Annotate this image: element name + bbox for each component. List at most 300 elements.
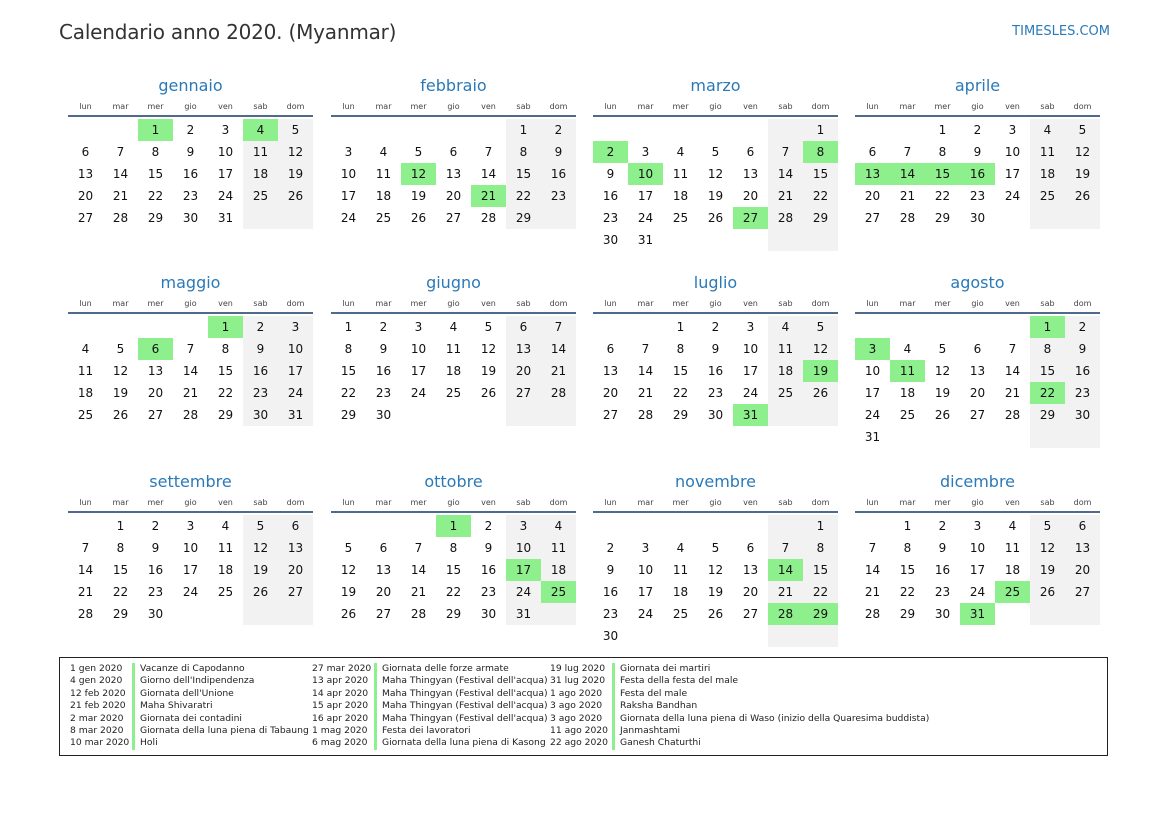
holiday-day[interactable]: 31 <box>733 404 768 426</box>
day-cell[interactable]: 6 <box>1065 515 1100 537</box>
day-cell[interactable]: 9 <box>606 167 615 181</box>
day-cell[interactable]: 16 <box>1065 360 1100 382</box>
day-cell[interactable]: 4 <box>1008 519 1017 533</box>
day-cell[interactable]: 12 <box>707 563 724 577</box>
day-cell[interactable]: 29 <box>147 211 164 225</box>
day-cell[interactable]: 4 <box>676 541 685 555</box>
day-cell[interactable]: 13 <box>278 537 313 559</box>
day-cell[interactable]: 16 <box>480 563 497 577</box>
day-cell[interactable]: 2 <box>1065 316 1100 338</box>
day-cell[interactable]: 15 <box>147 167 164 181</box>
day-cell[interactable]: 13 <box>506 338 541 360</box>
holiday-day[interactable]: 4 <box>243 119 278 141</box>
day-cell[interactable]: 11 <box>672 563 689 577</box>
day-cell[interactable]: 3 <box>746 320 755 334</box>
day-cell[interactable]: 15 <box>672 364 689 378</box>
day-cell[interactable]: 6 <box>81 145 90 159</box>
day-cell[interactable]: 14 <box>864 563 881 577</box>
day-cell[interactable]: 28 <box>1004 408 1021 422</box>
day-cell[interactable]: 16 <box>602 189 619 203</box>
holiday-day[interactable]: 12 <box>401 163 436 185</box>
day-cell[interactable]: 9 <box>1065 338 1100 360</box>
day-cell[interactable]: 7 <box>768 141 803 163</box>
day-cell[interactable]: 12 <box>803 338 838 360</box>
day-cell[interactable]: 29 <box>1030 404 1065 426</box>
day-cell[interactable]: 25 <box>445 386 462 400</box>
day-cell[interactable]: 20 <box>147 386 164 400</box>
day-cell[interactable]: 31 <box>278 404 313 426</box>
day-cell[interactable]: 18 <box>77 386 94 400</box>
day-cell[interactable]: 25 <box>375 211 392 225</box>
day-cell[interactable]: 22 <box>803 185 838 207</box>
holiday-day[interactable]: 28 <box>768 603 803 625</box>
day-cell[interactable]: 4 <box>221 519 230 533</box>
day-cell[interactable]: 22 <box>672 386 689 400</box>
day-cell[interactable]: 3 <box>414 320 423 334</box>
day-cell[interactable]: 23 <box>602 211 619 225</box>
day-cell[interactable]: 7 <box>116 145 125 159</box>
holiday-day[interactable]: 27 <box>733 207 768 229</box>
day-cell[interactable]: 10 <box>637 563 654 577</box>
day-cell[interactable]: 22 <box>445 585 462 599</box>
day-cell[interactable]: 14 <box>182 364 199 378</box>
day-cell[interactable]: 20 <box>1065 559 1100 581</box>
day-cell[interactable]: 24 <box>1004 189 1021 203</box>
day-cell[interactable]: 11 <box>243 141 278 163</box>
day-cell[interactable]: 12 <box>112 364 129 378</box>
day-cell[interactable]: 26 <box>243 581 278 603</box>
day-cell[interactable]: 23 <box>147 585 164 599</box>
day-cell[interactable]: 21 <box>768 185 803 207</box>
day-cell[interactable]: 3 <box>506 515 541 537</box>
holiday-day[interactable]: 25 <box>541 581 576 603</box>
day-cell[interactable]: 28 <box>410 607 427 621</box>
day-cell[interactable]: 11 <box>375 167 392 181</box>
day-cell[interactable]: 17 <box>637 189 654 203</box>
day-cell[interactable]: 10 <box>182 541 199 555</box>
day-cell[interactable]: 5 <box>1065 119 1100 141</box>
holiday-day[interactable]: 31 <box>960 603 995 625</box>
day-cell[interactable]: 23 <box>602 607 619 621</box>
day-cell[interactable]: 31 <box>637 233 654 247</box>
day-cell[interactable]: 28 <box>899 211 916 225</box>
day-cell[interactable]: 20 <box>742 585 759 599</box>
day-cell[interactable]: 18 <box>672 585 689 599</box>
day-cell[interactable]: 15 <box>445 563 462 577</box>
day-cell[interactable]: 23 <box>243 382 278 404</box>
day-cell[interactable]: 6 <box>606 342 615 356</box>
day-cell[interactable]: 28 <box>768 207 803 229</box>
day-cell[interactable]: 5 <box>711 541 720 555</box>
day-cell[interactable]: 3 <box>221 123 230 137</box>
day-cell[interactable]: 28 <box>77 607 94 621</box>
day-cell[interactable]: 12 <box>480 342 497 356</box>
day-cell[interactable]: 25 <box>899 408 916 422</box>
day-cell[interactable]: 22 <box>803 581 838 603</box>
day-cell[interactable]: 25 <box>768 382 803 404</box>
day-cell[interactable]: 5 <box>711 145 720 159</box>
day-cell[interactable]: 15 <box>217 364 234 378</box>
day-cell[interactable]: 18 <box>1030 163 1065 185</box>
day-cell[interactable]: 12 <box>340 563 357 577</box>
day-cell[interactable]: 22 <box>506 185 541 207</box>
day-cell[interactable]: 10 <box>1004 145 1021 159</box>
day-cell[interactable]: 12 <box>1030 537 1065 559</box>
day-cell[interactable]: 23 <box>1065 382 1100 404</box>
day-cell[interactable]: 15 <box>803 163 838 185</box>
day-cell[interactable]: 30 <box>602 629 619 643</box>
day-cell[interactable]: 18 <box>243 163 278 185</box>
day-cell[interactable]: 28 <box>480 211 497 225</box>
day-cell[interactable]: 19 <box>934 386 951 400</box>
day-cell[interactable]: 10 <box>969 541 986 555</box>
day-cell[interactable]: 29 <box>672 408 689 422</box>
day-cell[interactable]: 24 <box>969 585 986 599</box>
day-cell[interactable]: 17 <box>969 563 986 577</box>
day-cell[interactable]: 10 <box>742 342 759 356</box>
day-cell[interactable]: 4 <box>81 342 90 356</box>
day-cell[interactable]: 11 <box>445 342 462 356</box>
holiday-day[interactable]: 13 <box>855 163 890 185</box>
day-cell[interactable]: 26 <box>410 211 427 225</box>
day-cell[interactable]: 26 <box>707 211 724 225</box>
day-cell[interactable]: 3 <box>641 145 650 159</box>
day-cell[interactable]: 10 <box>506 537 541 559</box>
day-cell[interactable]: 2 <box>606 541 615 555</box>
day-cell[interactable]: 17 <box>217 167 234 181</box>
day-cell[interactable]: 2 <box>973 123 982 137</box>
holiday-day[interactable]: 21 <box>471 185 506 207</box>
holiday-day[interactable]: 25 <box>995 581 1030 603</box>
day-cell[interactable]: 30 <box>147 607 164 621</box>
day-cell[interactable]: 7 <box>768 537 803 559</box>
day-cell[interactable]: 6 <box>746 541 755 555</box>
day-cell[interactable]: 21 <box>541 360 576 382</box>
day-cell[interactable]: 5 <box>243 515 278 537</box>
day-cell[interactable]: 29 <box>217 408 234 422</box>
day-cell[interactable]: 9 <box>151 541 160 555</box>
day-cell[interactable]: 24 <box>278 382 313 404</box>
day-cell[interactable]: 7 <box>484 145 493 159</box>
day-cell[interactable]: 26 <box>112 408 129 422</box>
day-cell[interactable]: 6 <box>868 145 877 159</box>
day-cell[interactable]: 13 <box>602 364 619 378</box>
day-cell[interactable]: 24 <box>410 386 427 400</box>
day-cell[interactable]: 18 <box>375 189 392 203</box>
day-cell[interactable]: 25 <box>672 607 689 621</box>
day-cell[interactable]: 27 <box>445 211 462 225</box>
day-cell[interactable]: 30 <box>480 607 497 621</box>
day-cell[interactable]: 18 <box>672 189 689 203</box>
day-cell[interactable]: 16 <box>375 364 392 378</box>
day-cell[interactable]: 11 <box>672 167 689 181</box>
day-cell[interactable]: 3 <box>1008 123 1017 137</box>
day-cell[interactable]: 13 <box>77 167 94 181</box>
day-cell[interactable]: 3 <box>344 145 353 159</box>
day-cell[interactable]: 2 <box>711 320 720 334</box>
day-cell[interactable]: 7 <box>641 342 650 356</box>
day-cell[interactable]: 7 <box>186 342 195 356</box>
day-cell[interactable]: 22 <box>934 189 951 203</box>
day-cell[interactable]: 23 <box>969 189 986 203</box>
day-cell[interactable]: 19 <box>340 585 357 599</box>
day-cell[interactable]: 5 <box>484 320 493 334</box>
day-cell[interactable]: 30 <box>1065 404 1100 426</box>
day-cell[interactable]: 23 <box>182 189 199 203</box>
day-cell[interactable]: 30 <box>969 211 986 225</box>
day-cell[interactable]: 26 <box>340 607 357 621</box>
day-cell[interactable]: 10 <box>217 145 234 159</box>
day-cell[interactable]: 13 <box>742 167 759 181</box>
day-cell[interactable]: 16 <box>602 585 619 599</box>
day-cell[interactable]: 22 <box>147 189 164 203</box>
day-cell[interactable]: 6 <box>278 515 313 537</box>
day-cell[interactable]: 31 <box>864 430 881 444</box>
day-cell[interactable]: 7 <box>868 541 877 555</box>
day-cell[interactable]: 16 <box>934 563 951 577</box>
day-cell[interactable]: 3 <box>973 519 982 533</box>
day-cell[interactable]: 16 <box>182 167 199 181</box>
day-cell[interactable]: 12 <box>707 167 724 181</box>
day-cell[interactable]: 14 <box>541 338 576 360</box>
day-cell[interactable]: 29 <box>934 211 951 225</box>
day-cell[interactable]: 28 <box>864 607 881 621</box>
day-cell[interactable]: 8 <box>449 541 458 555</box>
holiday-day[interactable]: 2 <box>593 141 628 163</box>
day-cell[interactable]: 14 <box>637 364 654 378</box>
day-cell[interactable]: 20 <box>969 386 986 400</box>
brand-link[interactable]: TIMESLES.COM <box>1012 24 1110 39</box>
day-cell[interactable]: 20 <box>278 559 313 581</box>
day-cell[interactable]: 20 <box>77 189 94 203</box>
day-cell[interactable]: 26 <box>1030 581 1065 603</box>
day-cell[interactable]: 15 <box>112 563 129 577</box>
day-cell[interactable]: 25 <box>217 585 234 599</box>
day-cell[interactable]: 7 <box>81 541 90 555</box>
day-cell[interactable]: 6 <box>973 342 982 356</box>
day-cell[interactable]: 27 <box>506 382 541 404</box>
day-cell[interactable]: 28 <box>541 382 576 404</box>
day-cell[interactable]: 9 <box>973 145 982 159</box>
day-cell[interactable]: 9 <box>379 342 388 356</box>
day-cell[interactable]: 12 <box>1065 141 1100 163</box>
day-cell[interactable]: 21 <box>410 585 427 599</box>
day-cell[interactable]: 19 <box>278 163 313 185</box>
day-cell[interactable]: 13 <box>742 563 759 577</box>
day-cell[interactable]: 8 <box>344 342 353 356</box>
day-cell[interactable]: 7 <box>414 541 423 555</box>
day-cell[interactable]: 21 <box>1004 386 1021 400</box>
day-cell[interactable]: 30 <box>934 607 951 621</box>
day-cell[interactable]: 20 <box>864 189 881 203</box>
day-cell[interactable]: 27 <box>147 408 164 422</box>
day-cell[interactable]: 12 <box>278 141 313 163</box>
day-cell[interactable]: 1 <box>803 515 838 537</box>
day-cell[interactable]: 24 <box>637 607 654 621</box>
day-cell[interactable]: 18 <box>445 364 462 378</box>
day-cell[interactable]: 18 <box>899 386 916 400</box>
day-cell[interactable]: 2 <box>379 320 388 334</box>
day-cell[interactable]: 9 <box>938 541 947 555</box>
day-cell[interactable]: 17 <box>864 386 881 400</box>
day-cell[interactable]: 10 <box>278 338 313 360</box>
day-cell[interactable]: 27 <box>77 211 94 225</box>
day-cell[interactable]: 21 <box>768 581 803 603</box>
day-cell[interactable]: 11 <box>541 537 576 559</box>
day-cell[interactable]: 15 <box>340 364 357 378</box>
holiday-day[interactable]: 14 <box>768 559 803 581</box>
day-cell[interactable]: 27 <box>1065 581 1100 603</box>
day-cell[interactable]: 26 <box>1065 185 1100 207</box>
day-cell[interactable]: 24 <box>340 211 357 225</box>
day-cell[interactable]: 11 <box>1004 541 1021 555</box>
holiday-day[interactable]: 3 <box>855 338 890 360</box>
day-cell[interactable]: 25 <box>672 211 689 225</box>
day-cell[interactable]: 19 <box>112 386 129 400</box>
day-cell[interactable]: 22 <box>217 386 234 400</box>
day-cell[interactable]: 27 <box>864 211 881 225</box>
day-cell[interactable]: 8 <box>221 342 230 356</box>
day-cell[interactable]: 8 <box>506 141 541 163</box>
holiday-day[interactable]: 8 <box>803 141 838 163</box>
day-cell[interactable]: 2 <box>243 316 278 338</box>
day-cell[interactable]: 7 <box>903 145 912 159</box>
day-cell[interactable]: 14 <box>1004 364 1021 378</box>
day-cell[interactable]: 8 <box>938 145 947 159</box>
day-cell[interactable]: 8 <box>1030 338 1065 360</box>
day-cell[interactable]: 19 <box>1065 163 1100 185</box>
day-cell[interactable]: 24 <box>506 581 541 603</box>
day-cell[interactable]: 23 <box>375 386 392 400</box>
day-cell[interactable]: 31 <box>217 211 234 225</box>
day-cell[interactable]: 1 <box>903 519 912 533</box>
day-cell[interactable]: 24 <box>637 211 654 225</box>
day-cell[interactable]: 16 <box>147 563 164 577</box>
day-cell[interactable]: 16 <box>541 163 576 185</box>
day-cell[interactable]: 24 <box>864 408 881 422</box>
day-cell[interactable]: 14 <box>77 563 94 577</box>
day-cell[interactable]: 24 <box>217 189 234 203</box>
day-cell[interactable]: 11 <box>77 364 94 378</box>
holiday-day[interactable]: 1 <box>138 119 173 141</box>
day-cell[interactable]: 26 <box>934 408 951 422</box>
day-cell[interactable]: 11 <box>1030 141 1065 163</box>
day-cell[interactable]: 16 <box>243 360 278 382</box>
day-cell[interactable]: 29 <box>445 607 462 621</box>
day-cell[interactable]: 19 <box>1030 559 1065 581</box>
day-cell[interactable]: 8 <box>151 145 160 159</box>
day-cell[interactable]: 23 <box>934 585 951 599</box>
holiday-day[interactable]: 15 <box>925 163 960 185</box>
day-cell[interactable]: 26 <box>803 382 838 404</box>
day-cell[interactable]: 4 <box>379 145 388 159</box>
day-cell[interactable]: 20 <box>506 360 541 382</box>
day-cell[interactable]: 19 <box>243 559 278 581</box>
holiday-day[interactable]: 17 <box>506 559 541 581</box>
day-cell[interactable]: 8 <box>116 541 125 555</box>
day-cell[interactable]: 13 <box>1065 537 1100 559</box>
day-cell[interactable]: 21 <box>77 585 94 599</box>
day-cell[interactable]: 5 <box>803 316 838 338</box>
day-cell[interactable]: 6 <box>746 145 755 159</box>
holiday-day[interactable]: 1 <box>1030 316 1065 338</box>
day-cell[interactable]: 4 <box>1030 119 1065 141</box>
day-cell[interactable]: 17 <box>182 563 199 577</box>
day-cell[interactable]: 21 <box>637 386 654 400</box>
day-cell[interactable]: 6 <box>379 541 388 555</box>
day-cell[interactable]: 27 <box>375 607 392 621</box>
day-cell[interactable]: 28 <box>112 211 129 225</box>
day-cell[interactable]: 2 <box>151 519 160 533</box>
day-cell[interactable]: 17 <box>742 364 759 378</box>
day-cell[interactable]: 26 <box>480 386 497 400</box>
day-cell[interactable]: 28 <box>182 408 199 422</box>
day-cell[interactable]: 1 <box>803 119 838 141</box>
day-cell[interactable]: 15 <box>803 559 838 581</box>
day-cell[interactable]: 5 <box>344 541 353 555</box>
day-cell[interactable]: 18 <box>768 360 803 382</box>
day-cell[interactable]: 10 <box>410 342 427 356</box>
day-cell[interactable]: 24 <box>182 585 199 599</box>
day-cell[interactable]: 4 <box>676 145 685 159</box>
day-cell[interactable]: 11 <box>217 541 234 555</box>
day-cell[interactable]: 17 <box>410 364 427 378</box>
holiday-day[interactable]: 29 <box>803 603 838 625</box>
day-cell[interactable]: 13 <box>445 167 462 181</box>
day-cell[interactable]: 30 <box>375 408 392 422</box>
day-cell[interactable]: 22 <box>899 585 916 599</box>
day-cell[interactable]: 14 <box>112 167 129 181</box>
day-cell[interactable]: 22 <box>112 585 129 599</box>
day-cell[interactable]: 27 <box>742 607 759 621</box>
holiday-day[interactable]: 22 <box>1030 382 1065 404</box>
day-cell[interactable]: 13 <box>375 563 392 577</box>
day-cell[interactable]: 25 <box>243 185 278 207</box>
holiday-day[interactable]: 16 <box>960 163 995 185</box>
day-cell[interactable]: 9 <box>541 141 576 163</box>
day-cell[interactable]: 30 <box>182 211 199 225</box>
day-cell[interactable]: 5 <box>278 119 313 141</box>
day-cell[interactable]: 29 <box>899 607 916 621</box>
day-cell[interactable]: 25 <box>1030 185 1065 207</box>
day-cell[interactable]: 1 <box>506 119 541 141</box>
day-cell[interactable]: 29 <box>803 207 838 229</box>
day-cell[interactable]: 9 <box>243 338 278 360</box>
day-cell[interactable]: 31 <box>506 603 541 625</box>
holiday-day[interactable]: 1 <box>436 515 471 537</box>
day-cell[interactable]: 17 <box>340 189 357 203</box>
day-cell[interactable]: 11 <box>768 338 803 360</box>
day-cell[interactable]: 27 <box>278 581 313 603</box>
day-cell[interactable]: 13 <box>969 364 986 378</box>
day-cell[interactable]: 8 <box>903 541 912 555</box>
day-cell[interactable]: 23 <box>541 185 576 207</box>
day-cell[interactable]: 3 <box>186 519 195 533</box>
day-cell[interactable]: 2 <box>541 119 576 141</box>
day-cell[interactable]: 14 <box>768 163 803 185</box>
day-cell[interactable]: 18 <box>541 559 576 581</box>
day-cell[interactable]: 23 <box>707 386 724 400</box>
day-cell[interactable]: 1 <box>116 519 125 533</box>
day-cell[interactable]: 13 <box>147 364 164 378</box>
day-cell[interactable]: 18 <box>217 563 234 577</box>
day-cell[interactable]: 20 <box>445 189 462 203</box>
day-cell[interactable]: 26 <box>278 185 313 207</box>
day-cell[interactable]: 14 <box>410 563 427 577</box>
day-cell[interactable]: 2 <box>938 519 947 533</box>
day-cell[interactable]: 29 <box>112 607 129 621</box>
holiday-day[interactable]: 10 <box>628 163 663 185</box>
